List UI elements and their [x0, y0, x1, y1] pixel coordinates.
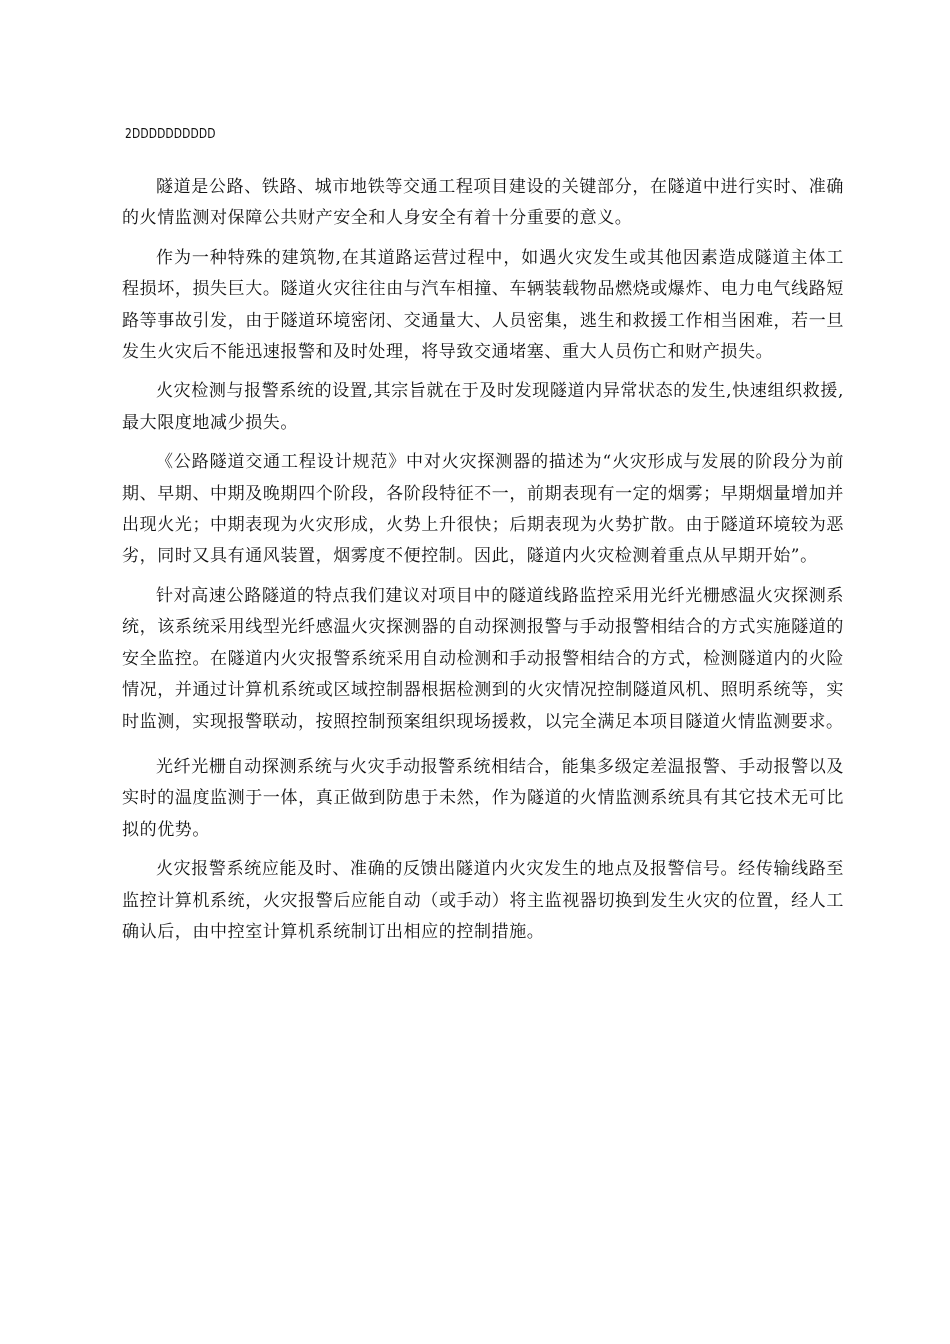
section-heading: 2DDDDDDDDDD: [125, 127, 216, 142]
paragraph-4: 《公路隧道交通工程设计规范》中对火灾探测器的描述为“火灾形成与发展的阶段分为前期、早期、中期及晚期四个阶段，各阶段特征不一，前期表现有一定的烟雾；早期烟量增加并出现火光；中期表现为火灾形成，火势上升很快；后期表现为火势扩散。由于隧道环境较为恶劣，同时又具有通风装置，烟雾度不便控制。因此，隧道内火灾检测着重点从早期开始”。: [122, 452, 844, 567]
paragraph-3: 火灾检测与报警系统的设置,其宗旨就在于及时发现隧道内异常状态的发生,快速组织救援,最大限度地减少损失。: [122, 381, 844, 433]
paragraph-7: 火灾报警系统应能及时、准确的反馈出隧道内火灾发生的地点及报警信号。经传输线路至监控计算机系统，火灾报警后应能自动（或手动）将主监视器切换到发生火灾的位置，经人工确认后，由中控室计算机系统制订出相应的控制措施。: [122, 859, 844, 942]
paragraph-1: 隧道是公路、铁路、城市地铁等交通工程项目建设的关键部分，在隧道中进行实时、准确的火情监测对保障公共财产安全和人身安全有着十分重要的意义。: [122, 177, 844, 229]
document-body: [122, 172, 844, 956]
paragraph-5: 针对高速公路隧道的特点我们建议对项目中的隧道线路监控采用光纤光栅感温火灾探测系统，该系统采用线型光纤感温火灾探测器的自动探测报警与手动报警相结合的方式实施隧道的安全监控。在隧道内火灾报警系统采用自动检测和手动报警相结合的方式，检测隧道内的火险情况，并通过计算机系统或区域控制器根据检测到的火灾情况控制隧道风机、照明系统等，实时监测，实现报警联动，按照控制预案组织现场援救，以完全满足本项目隧道火情监测要求。: [122, 585, 844, 732]
paragraph-6: 光纤光栅自动探测系统与火灾手动报警系统相结合，能集多级定差温报警、手动报警以及实时的温度监测于一体，真正做到防患于未然，作为隧道的火情监测系统具有其它技术无可比拟的优势。: [122, 756, 844, 840]
paragraph-2: 作为一种特殊的建筑物,在其道路运营过程中，如遇火灾发生或其他因素造成隧道主体工程损坏，损失巨大。隧道火灾往往由与汽车相撞、车辆装载物品燃烧或爆炸、电力电气线路短路等事故引发，由于隧道环境密闭、交通量大、人员密集，逃生和救援工作相当困难，若一旦发生火灾后不能迅速报警和及时处理，将导致交通堵塞、重大人员伤亡和财产损失。: [122, 247, 844, 363]
